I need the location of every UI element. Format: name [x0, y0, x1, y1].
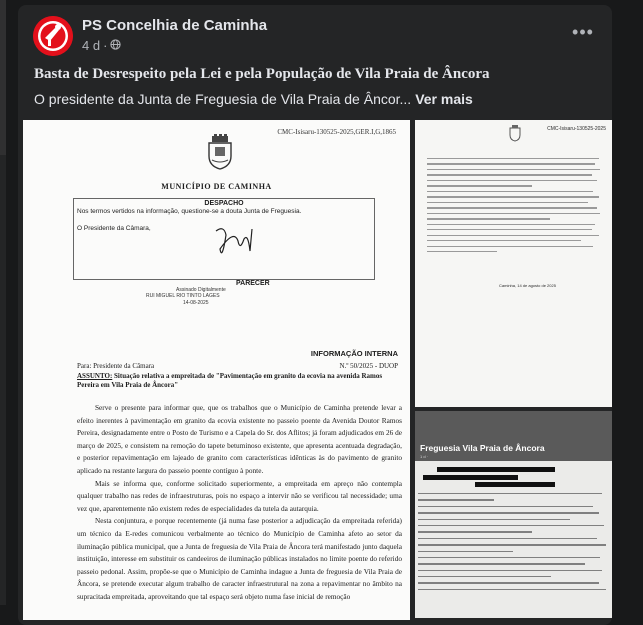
subject-line	[77, 372, 397, 390]
post-card	[18, 5, 612, 625]
internal-info-heading: INFORMAÇÃO INTERNA	[310, 349, 398, 358]
document-ref-code: CMC-Isisaru-130525-2025,GER.I,G,1865	[277, 128, 396, 136]
municipal-crest-small-icon	[508, 124, 522, 142]
sidebar-edge-block	[0, 0, 6, 155]
post-header	[18, 5, 612, 63]
redaction-bar	[475, 482, 555, 487]
despacho-title: DESPACHO	[204, 200, 244, 207]
third-screenshot-page-name: Freguesia Vila Praia de Âncora	[420, 443, 545, 453]
photo-second-document[interactable]	[415, 120, 612, 407]
second-document-text-lines	[427, 158, 602, 257]
second-document-date: Caminha, 14 de agosto de 2025	[499, 283, 556, 288]
post-meta	[82, 38, 121, 53]
third-screenshot-header	[415, 411, 612, 461]
meta-separator: ·	[103, 38, 108, 53]
despacho-box	[73, 198, 375, 280]
municipality-heading: MUNICÍPIO DE CAMINHA	[161, 182, 272, 191]
parecer-title: PARECER	[236, 280, 270, 287]
post-photo-grid	[18, 118, 612, 618]
more-options-icon[interactable]: •••	[572, 21, 594, 42]
second-document-ref: CMC-Isisaru-130525-2025	[547, 126, 606, 132]
post-title: Basta de Desrespeito pela Lei e pela População de Vila Praia de Âncora	[34, 66, 490, 82]
redaction-bar	[423, 475, 518, 480]
globe-icon	[110, 38, 121, 53]
photo-main-document[interactable]	[23, 120, 410, 620]
redaction-bar	[437, 467, 555, 472]
despacho-text: Nos termos vertidos na informação, questione-se a douta Junta de Freguesia.	[77, 208, 302, 215]
third-screenshot-meta: 1 d ·	[420, 454, 429, 459]
page-name-link[interactable]: PS Concelhia de Caminha	[82, 17, 268, 34]
parecer-block	[73, 280, 373, 316]
subject-text: Situação relativa a empreitada de "Pavimentação em granito da ecovia na avenida Ramos Pereira em Vila Praia de Âncora"	[77, 372, 383, 389]
document-number: N.º 50/2025 - DUOP	[339, 362, 398, 370]
municipal-crest-icon	[205, 134, 235, 170]
post-time[interactable]: 4 d	[82, 38, 101, 53]
excerpt-text: O presidente da Junta de Freguesia de Vila Praia de Âncor...	[34, 91, 412, 107]
post-excerpt	[34, 91, 473, 107]
despacho-signatory: O Presidente da Câmara,	[77, 225, 151, 232]
signature-scribble	[204, 221, 264, 266]
recipient-line: Para: Presidente da Câmara	[77, 362, 155, 370]
body-paragraph: Nesta conjuntura, e porque recentemente (já numa fase posterior a adjudicação da empreitada referida) um técnico da E-redes comunicou verbalmente ao técnico do Município de Caminha afeto ao setor da iluminação pública municipal, que a Junta de freguesia de Vila Praia de Âncora terá manifestado junto daquela instituição, interesse em substituir os candeeiros de iluminação públicas instalados no limite poente do referido passeio pedonal. Assim, propõe-se que o Município de Caminha indague a Junta de freguesia de Vila Praia de Âncora, se pretende executar algum trabalho de caracter infraestrutural na zona a repavimentar no âmbito na supracitada empreitada, aproveitando que tal espaço será objeto numa fase inicial de remoção	[77, 516, 402, 601]
ps-logo-icon[interactable]	[33, 16, 73, 56]
body-paragraph: Mais se informa que, conforme solicitado superiormente, a empreitada em apreço não contempla qualquer trabalho nas redes de infraestruturas, pois no espaço a intervir não se verificou tal necessidade; uma vez que, aparentemente não existem redes de especialidades da tutela da autarquia.	[77, 478, 402, 513]
signature-date: 14-08-2025	[183, 300, 209, 306]
third-screenshot-text-lines	[418, 493, 608, 595]
digital-signature-label: Assinado Digitalmente	[176, 287, 226, 293]
see-more-link[interactable]: Ver mais	[415, 91, 473, 107]
left-sidebar-edge	[0, 0, 6, 605]
photo-third-screenshot[interactable]	[415, 411, 612, 618]
subject-label: ASSUNTO:	[77, 372, 113, 380]
document-body	[77, 402, 402, 604]
body-paragraph: Serve o presente para informar que, que os trabalhos que o Município de Caminha pretende levar a efeito inerentes à pavimentação em granito da ecovia existente no passeio poente da Avenida Doutor Ramos Pereira, designadamente entre o Posto de Turismo e a Capela do Sr. dos Aflitos; já foram adjudicados em 26 de março de 2025, e consistem na remoção do tapete betuminoso existente, que apresenta acentuada degradação, e posterior repavimentação em lajeado de granito com características idênticas às do pavimento de granito aplicado na restante largura do passeio poente contíguo à ponte.	[77, 403, 402, 475]
signer-name: RUI MIGUEL RIO TINTO LAGES	[146, 293, 220, 299]
